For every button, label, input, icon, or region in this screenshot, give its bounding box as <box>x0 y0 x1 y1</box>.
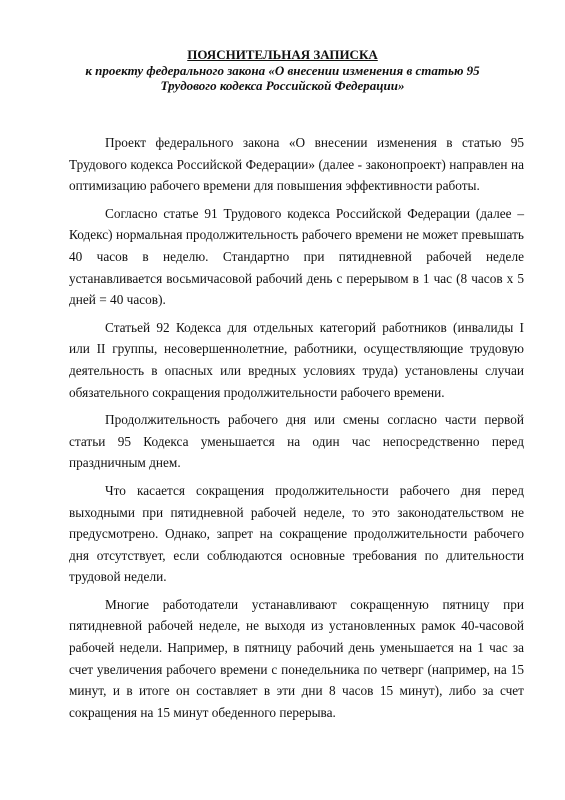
document-subtitle-line-1: к проекту федерального закона «О внесении изменения в статью 95 <box>85 62 480 78</box>
paragraph-5: Что касается сокращения продолжительности рабочего дня перед выходными при пятидневной рабочей неделе, то это законодательством не предусмотрено. Однако, запрет на сокращение продолжительности рабочего дня отсутствует, если соблюдаются основные требования по длительности трудовой недели. <box>69 482 524 585</box>
paragraph-1: Проект федерального закона «О внесении изменения в статью 95 Трудового кодекса Российской Федерации» (далее - законопроект) направлен на оптимизацию рабочего времени для повышения эффективности работы. <box>69 135 524 194</box>
document-header <box>60 47 505 94</box>
document-subtitle-line-2: Трудового кодекса Российской Федерации» <box>160 78 405 93</box>
paragraph-3: Статьей 92 Кодекса для отдельных категорий работников (инвалиды I или II группы, несовершеннолетние, работники, осуществляющие трудовую деятельность в опасных или вредных условиях труда) установлены случаи обязательного сокращения продолжительности рабочего времени. <box>69 319 524 400</box>
document-body <box>69 132 524 729</box>
document-title: ПОЯСНИТЕЛЬНАЯ ЗАПИСКА <box>187 47 378 62</box>
paragraph-2: Согласно статье 91 Трудового кодекса Российской Федерации (далее – Кодекс) нормальная продолжительность рабочего времени не может превышать 40 часов в неделю. Стандартно при пятидневной рабочей неделе устанавливается восьмичасовой рабочий день с перерывом в 1 час (8 часов х 5 дней = 40 часов). <box>69 205 524 308</box>
paragraph-6: Многие работодатели устанавливают сокращенную пятницу при пятидневной рабочей неделе, не выходя из установленных рамок 40-часовой рабочей недели. Например, в пятницу рабочий день уменьшается на 1 час за счет увеличения рабочего времени с понедельника по четверг (например, на 15 минут, и в итоге он составляет в эти дни 8 часов 15 минут), либо за счет сокращения на 15 минут обеденного перерыва. <box>69 596 524 720</box>
paragraph-4: Продолжительность рабочего дня или смены согласно части первой статьи 95 Кодекса уменьшается на один час непосредственно перед праздничным днем. <box>69 412 524 471</box>
